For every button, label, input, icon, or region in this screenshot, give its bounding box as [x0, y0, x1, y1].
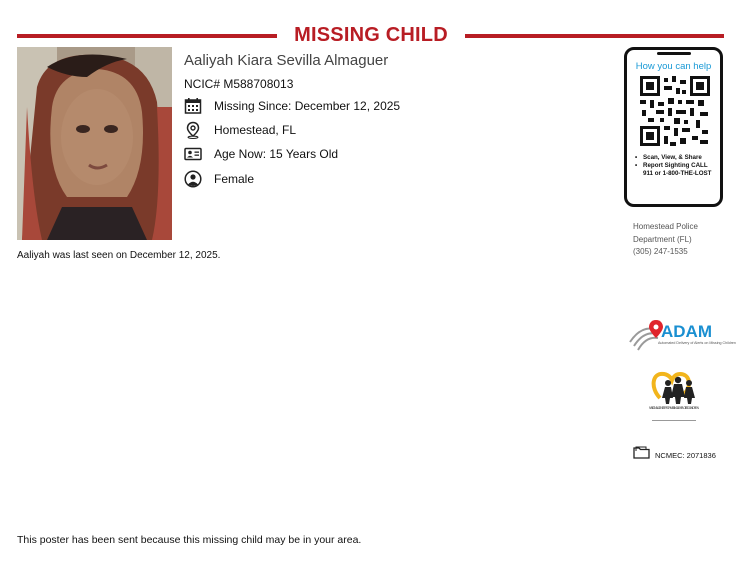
help-item-report: • Report Sighting CALL 911 or 1-800-THE-LOST [635, 162, 719, 178]
ncmec-logo [646, 368, 702, 428]
age-text: Age Now: 15 Years Old [214, 147, 339, 161]
missing-since-row [184, 97, 400, 115]
child-photo [17, 47, 172, 240]
calendar-icon [184, 97, 202, 115]
case-number: NCMEC: 2071836 [655, 450, 716, 460]
location-text: Homestead, FL [214, 123, 297, 137]
agency-name-line1: Homestead Police [633, 222, 698, 231]
location-row [184, 121, 296, 139]
agency-info [633, 221, 698, 259]
adam-wordmark: ADAM [661, 322, 712, 341]
ncic-number: NCIC# M588708013 [184, 77, 294, 91]
age-row [184, 145, 338, 163]
sex-text: Female [214, 172, 255, 186]
agency-name-line2: Department (FL) [633, 234, 692, 244]
help-list [635, 154, 719, 178]
sex-row [184, 170, 254, 188]
poster-title: MISSING CHILD [294, 24, 448, 46]
footer-note: This poster has been sent because this missing child may be in your area. [17, 534, 362, 546]
how-to-help-card [624, 47, 723, 207]
help-item-share: • Scan, View, & Share [635, 154, 719, 162]
qr-code[interactable] [640, 76, 710, 146]
missing-since-text: Missing Since: December 12, 2025 [214, 99, 401, 113]
ncmec-wordmark: NATIONAL CENTER FOR MISSING & EXPLOITED CHILDREN [649, 406, 699, 410]
person-icon [184, 170, 202, 188]
case-number-row [633, 446, 716, 464]
adam-tagline: Automated Delivery of Alerts on Missing Children [658, 341, 736, 345]
header-rule-left [17, 34, 277, 38]
poster-header [17, 24, 724, 48]
phone-notch [657, 52, 691, 55]
adam-logo [628, 318, 736, 354]
location-pin-icon [184, 121, 202, 139]
folder-icon [633, 446, 650, 464]
agency-phone[interactable]: (305) 247-1535 [633, 247, 688, 256]
id-card-icon [184, 145, 202, 163]
last-seen-note: Aaliyah was last seen on December 12, 2025. [17, 250, 221, 261]
header-rule-right [465, 34, 724, 38]
help-title: How you can help [635, 61, 712, 72]
child-name: Aaliyah Kiara Sevilla Almaguer [184, 52, 389, 69]
